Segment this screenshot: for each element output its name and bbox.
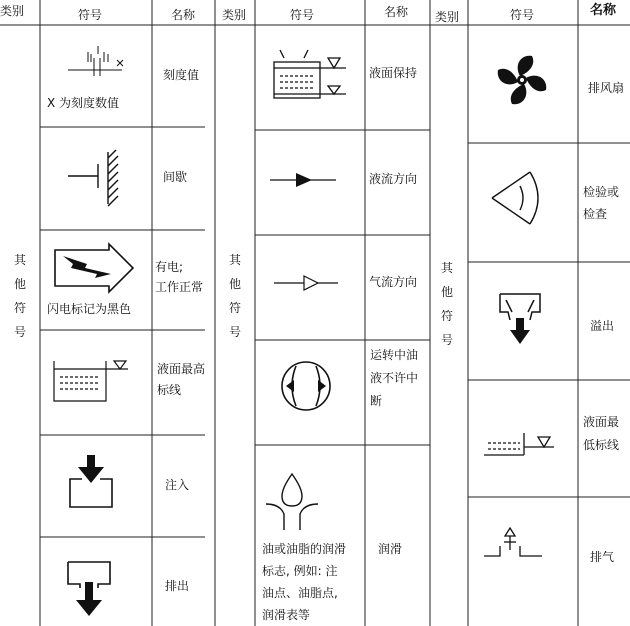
header-name-3: 名称: [590, 3, 617, 18]
lubrication-note-line1: 油或油脂的润滑: [262, 542, 347, 556]
category-label-2: 其 他 符 号: [228, 253, 241, 339]
vent-name: 排气: [590, 550, 615, 564]
header-category-1: 类别: [0, 4, 25, 18]
min-liquid-level-icon: [480, 425, 560, 465]
header-name-1: 名称: [171, 8, 196, 22]
inspection-name-line1: 检验或: [583, 185, 620, 199]
lubrication-note-line2: 标志, 例如: 注: [262, 564, 338, 578]
scale-mark-note: X 为刻度数值: [47, 96, 120, 110]
exhaust-fan-name: 排风扇: [588, 81, 625, 95]
lubrication-name: 润滑: [378, 542, 403, 556]
header-category-3: 类别: [435, 10, 460, 24]
inject-name: 注入: [165, 478, 190, 492]
inspection-eye-icon: [490, 168, 550, 228]
inspection-name-line2: 检查: [583, 207, 608, 221]
liquid-flow-name: 液流方向: [369, 172, 418, 186]
max-level-name-line2: 标线: [157, 383, 182, 397]
intermittent-wall-icon: [64, 148, 134, 208]
header-symbol-3: 符号: [510, 8, 535, 22]
max-level-name-line1: 液面最高: [157, 362, 206, 376]
overflow-name: 溢出: [590, 319, 615, 333]
min-level-name-line1: 液面最: [583, 415, 620, 429]
exhaust-fan-icon: [494, 52, 554, 112]
scale-mark-name: 刻度值: [163, 68, 200, 82]
scale-mark-icon: [62, 40, 142, 80]
header-name-2: 名称: [384, 5, 409, 19]
discharge-name: 排出: [165, 579, 190, 593]
overflow-icon: [496, 290, 546, 350]
level-keep-icon: [270, 48, 350, 103]
lightning-arrow-icon: [53, 244, 135, 294]
header-symbol-1: 符号: [78, 8, 103, 22]
gas-flow-name: 气流方向: [369, 275, 418, 289]
lightning-name-line1: 有电;: [155, 260, 184, 274]
vent-icon: [480, 522, 560, 567]
oil-circle-name-line2: 液不许中: [370, 371, 419, 385]
oil-drop-icon: [264, 470, 324, 535]
min-level-name-line2: 低标线: [583, 438, 620, 452]
oil-circle-name-line3: 断: [370, 394, 383, 408]
discharge-arrow-icon: [62, 558, 122, 620]
oil-circle-name-line1: 运转中油: [370, 348, 419, 362]
intermittent-name: 间歇: [163, 170, 188, 184]
level-keep-name: 液面保持: [369, 66, 418, 80]
category-label-1: 其 他 符 号: [13, 253, 26, 339]
header-category-2: 类别: [222, 8, 247, 22]
lightning-name-line2: 工作正常: [155, 280, 204, 294]
oil-circle-icon: [278, 358, 338, 418]
lightning-note: 闪电标记为黑色: [47, 302, 132, 316]
inject-arrow-icon: [64, 453, 124, 518]
header-symbol-2: 符号: [290, 8, 315, 22]
category-label-3: 其 他 符 号: [440, 261, 453, 347]
lubrication-note-line4: 润滑表等: [262, 608, 311, 622]
max-liquid-level-icon: [50, 355, 140, 405]
liquid-flow-arrow-icon: [268, 170, 340, 190]
lubrication-note-line3: 油点、油脂点,: [262, 586, 338, 600]
gas-flow-arrow-icon: [272, 273, 342, 293]
